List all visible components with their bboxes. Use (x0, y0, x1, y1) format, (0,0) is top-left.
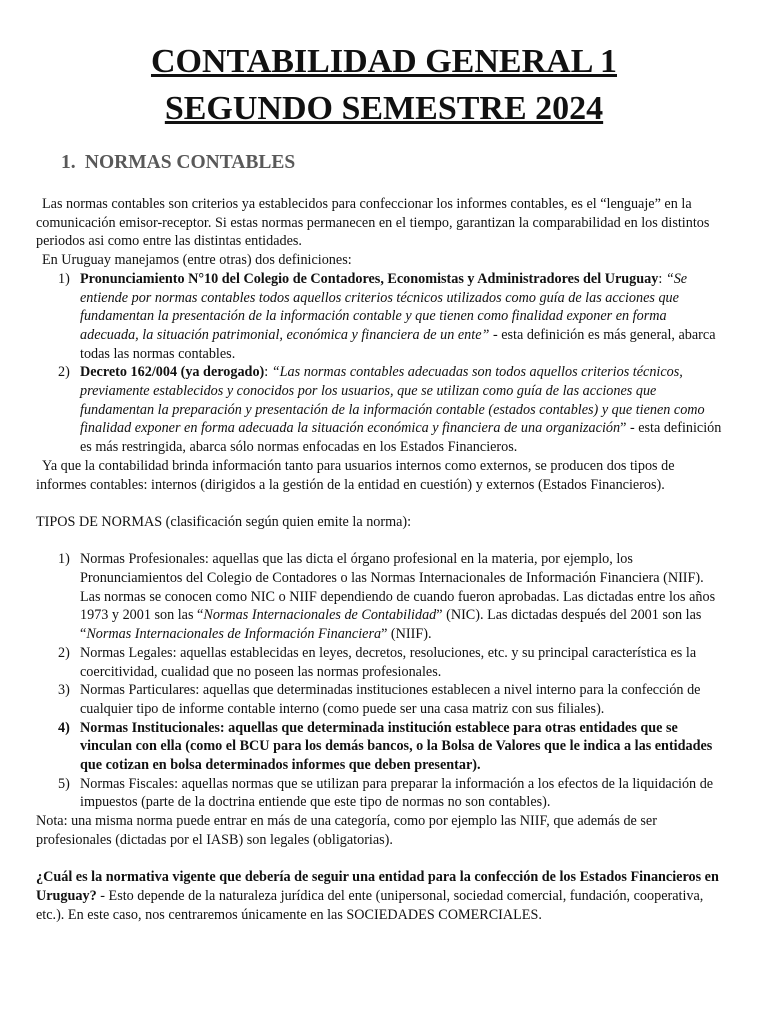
type-item (36, 775, 724, 812)
definition-quote: “Se entiende por normas contables todos aquellos criterios técnicos utilizados como guía de las acciones que fundamentan la presentación de la información contable y que tienen como finalidad exponer en forma adecuada, la situación patrimonial, económica y financiera de un ente” (80, 270, 688, 343)
type-text-continued: Las normas se conocen como NIC o NIIF dependiendo de cuando fueron aprobadas. Las dictadas entre los años 1973 y 2001 son las “ (80, 588, 716, 624)
section-number: 1. (61, 152, 76, 173)
list-number: 1) (58, 551, 70, 568)
type-text: Normas Institucionales: aquellas que determinada institución establece para otras entidades que se vinculan con ella (como el BCU para los demás bancos, o la Bolsa de Valores que le indica a las entidades que cotizan en bolsa determinados informes que deben presentar). (80, 719, 713, 774)
list-number: 4) (58, 719, 70, 736)
definitions-list (36, 270, 724, 457)
list-number: 1) (58, 270, 70, 287)
definition-source: Decreto 162/004 (ya derogado) (80, 364, 265, 381)
type-text: Normas Fiscales: aquellas normas que se utilizan para preparar la información a los efectos de la liquidación de impuestos (parte de la doctrina entiende que este tipo de normas no son contables). (80, 775, 714, 811)
nic-name: Normas Internacionales de Contabilidad (203, 607, 437, 624)
section-heading (61, 152, 295, 174)
list-number: 2) (58, 364, 70, 381)
types-heading: TIPOS DE NORMAS (clasificación según quien emite la norma): (36, 513, 412, 530)
definition-item (36, 270, 724, 364)
type-item (36, 681, 724, 718)
type-item (36, 644, 724, 681)
definition-quote: “Las normas contables adecuadas son todos aquellos criterios técnicos, previamente establecidos y conocidos por los usuarios, que se utilizan como guía de las acciones que fundamentan la preparación y presentación de la información contable (estados contables) y que tienen como finalidad exponer en forma adecuada la situación económica y financiera de una organización (80, 364, 705, 437)
question-paragraph (36, 868, 724, 924)
type-text: Normas Legales: aquellas establecidas en leyes, decretos, resoluciones, etc. y su principal característica es la coercitividad, cualidad que no poseen las normas profesionales. (80, 644, 697, 680)
document-body (36, 195, 724, 924)
definition-quote-end: ” (620, 420, 627, 437)
section-title: NORMAS CONTABLES (84, 152, 296, 173)
type-item (36, 719, 724, 775)
type-text: Normas Particulares: aquellas que determinadas instituciones establecen a nivel interno para la confección de cualquier tipo de informe contable interno (como puede ser una casa matriz con sus filiales). (80, 682, 701, 717)
info-types-paragraph: Ya que la contabilidad brinda información tanto para usuarios internos como externos, se producen dos tipos de informes contables: internos (dirigidos a la gestión de la entidad en cuestión) y externos (Estados Financieros). (36, 457, 675, 493)
document-subtitle: SEGUNDO SEMESTRE 2024 (164, 90, 604, 127)
type-text-continued: ” (NIC). Las dictadas después del 2001 son las “ (80, 607, 702, 643)
document-title: CONTABILIDAD GENERAL 1 (150, 43, 617, 80)
list-number: 2) (58, 644, 70, 661)
intro-paragraph: Las normas contables son criterios ya establecidos para confeccionar los informes contables, es el “lenguaje” en la comunicación emisor-receptor. Si estas normas permanecen en el tiempo, garantizan la comparabilidad en los distintos periodos asi como entre las distintas entidades. (36, 196, 710, 250)
question-text: ¿Cuál es la normativa vigente que debería de seguir una entidad para la confección de los Estados Financieros en Uruguay? (36, 869, 719, 904)
definition-comment: - esta definición es más general, abarca todas las normas contables. (80, 326, 716, 362)
type-item (36, 550, 724, 644)
answer-text: - Esto depende de la naturaleza jurídica del ente (unipersonal, sociedad comercial, fundación, cooperativa, etc.). En este caso, nos centraremos únicamente en las SOCIEDADES COMERCIALES. (36, 887, 704, 923)
list-number: 5) (58, 775, 70, 792)
definition-item (36, 363, 724, 457)
list-number: 3) (58, 682, 70, 699)
definition-source: Pronunciamiento N°10 del Colegio de Contadores, Economistas y Administradores del Uruguay (80, 270, 659, 287)
definition-comment: - esta definición es más restringida, abarca sólo normas enfocadas en los Estados Financieros. (80, 420, 722, 456)
definition-separator: : (658, 270, 666, 287)
types-list (36, 550, 724, 812)
definitions-intro: En Uruguay manejamos (entre otras) dos definiciones: (42, 252, 352, 269)
definition-separator: : (264, 364, 272, 381)
niif-name: Normas Internacionales de Información Financiera (86, 626, 382, 643)
note-paragraph: Nota: una misma norma puede entrar en más de una categoría, como por ejemplo las NIIF, que además de ser profesionales (dictadas por el IASB) son legales (obligatorias). (36, 813, 657, 848)
type-text: Normas Profesionales: aquellas que las dicta el órgano profesional en la materia, por ejemplo, los Pronunciamientos del Colegio de Contadores o las Normas Internacionales de Información Financiera (NIIF). (80, 551, 704, 587)
type-text-continued: ” (NIIF). (381, 626, 432, 643)
